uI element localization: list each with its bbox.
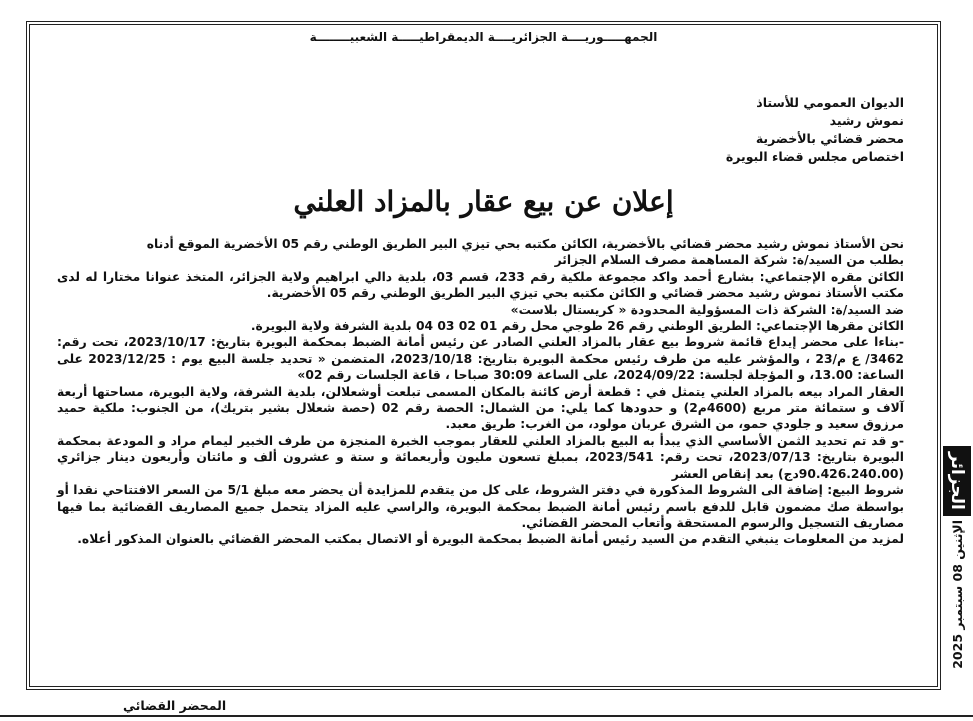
- body-paragraph: شروط البيع: إضافة الى الشروط المذكورة في دفتر الشروط، على كل من يتقدم للمزايدة أن يحضر معه مبلغ 5/1 من السعر الافتتاحي نقدا أو بواسطة صك مضمون قابل للدفع باسم رئيس أمانة الضبط بمحكمة البويرة، والراسي عليه المزاد يتحمل جميع المصاريف القضائية بما فيها مصاريف التسجيل والرسوم المستحقة وأتعاب المحضر القضائي.: [57, 483, 904, 530]
- republic-header: الجمهـــــوريــــة الجزائريــــة الديمقراطيـــــة الشعبيــــــــة: [309, 30, 658, 44]
- body-paragraph: الكائن مقرها الإجتماعي: الطريق الوطني رقم 26 طوجي محل رقم 01 02 03 04 بلدية الشرفة ولاية البويرة.: [250, 319, 904, 334]
- issue-date: الإثنين 08 سبتمبر 2025: [949, 519, 965, 669]
- signature-label: المحضر القضائي: [123, 698, 227, 713]
- office-line: الديوان العمومي للأستاذ: [756, 95, 904, 110]
- notice-frame: [26, 21, 941, 713]
- office-block: [726, 94, 904, 166]
- office-line: محضر قضائي بالأخضرية: [755, 131, 904, 146]
- bottom-rule: [0, 715, 973, 717]
- body-paragraph: لمزيد من المعلومات ينبغي التقدم من السيد رئيس أمانة الضبط بمحكمة البويرة أو الاتصال بمكتب المحضر القضائي بالعنوان المذكور أعلاه.: [77, 532, 904, 547]
- office-line: نموش رشيد: [829, 113, 904, 128]
- body-paragraph: ضد السيد/ة: الشركة ذات المسؤولية المحدودة « كريستال بلاست»: [510, 302, 904, 317]
- body-paragraph: -و قد تم تحديد الثمن الأساسي الذي يبدأ به البيع بالمزاد العلني للعقار بموجب الخبرة المنجزة من طرف الخبير ليمام مراد و المودعة بمحكمة البويرة بتاريخ: 2023/07/13، تحت رقم: 2023/541، بمبلغ تسعون مليون وأربعمائة و ستة و عشرون ألف و مائتان وأربعون دينار جزائري (90.426.240.00دج) بعد إنقاص العشر: [57, 433, 904, 481]
- body-paragraph: الكائن مقره الإجتماعي: بشارع أحمد واكد مجموعة ملكية رقم 233، قسم 03، بلدية دالي ابراهيم ولاية الجزائر، المتخذ عنوانا مختارا له لدى مكتب الأستاذ نموش رشيد محضر قضائي و الكائن مكتبه بحي تيزي البير الطريق الوطني رقم 05 الأخضرية.: [57, 269, 904, 301]
- body-paragraph: نحن الأستاذ نموش رشيد محضر قضائي بالأخضرية، الكائن مكتبه بحي تيزي البير الطريق الوطني رقم 05 الأخضرية الموقع أدناه: [146, 237, 904, 251]
- notice-body: [57, 236, 904, 548]
- body-paragraph: بطلب من السيد/ة: شركة المساهمة مصرف السلام الجزائر: [554, 253, 904, 268]
- notice-title: إعلان عن بيع عقار بالمزاد العلني: [293, 185, 674, 218]
- body-paragraph: -بناءا على محضر إيداع قائمة شروط بيع عقار بالمزاد العلني الصادر عن رئيس أمانة الضبط بمحكمة البويرة بتاريخ: 2023/10/17، تحت رقم: 3462/ ع م/23 ، والمؤشر عليه من طرف رئيس محكمة البويرة بتاريخ: 2023/10/18، المتضمن « تحديد جلسة البيع يوم : 2023/12/25 على الساعة: 13.00، و المؤجلة لجلسة: 2024/09/22، على الساعة 30:09 صباحا ، قاعة الجلسات رقم 02»: [57, 335, 904, 383]
- body-paragraph: العقار المراد بيعه بالمزاد العلني يتمثل في : قطعة أرض كائنة بالمكان المسمى تبلعت أوشعلالن، بلدية الشرفة، ولاية البويرة، مساحتها أربعة آلاف و ستمائة متر مربع (4600م2) و حدودها كما يلي: من الشمال: الحصة رقم 02 (حصة شعلال بشير بتريك)، من الجنوب: ملكية حميد مرزوق سعيد و جلودي حمو، من الشرق عربان مولود، من الغرب: طريق معبد.: [57, 384, 904, 432]
- newspaper-tag: [944, 446, 970, 691]
- newspaper-brand: الجزائر: [943, 446, 971, 516]
- office-line: اختصاص مجلس قضاء البويرة: [725, 149, 904, 164]
